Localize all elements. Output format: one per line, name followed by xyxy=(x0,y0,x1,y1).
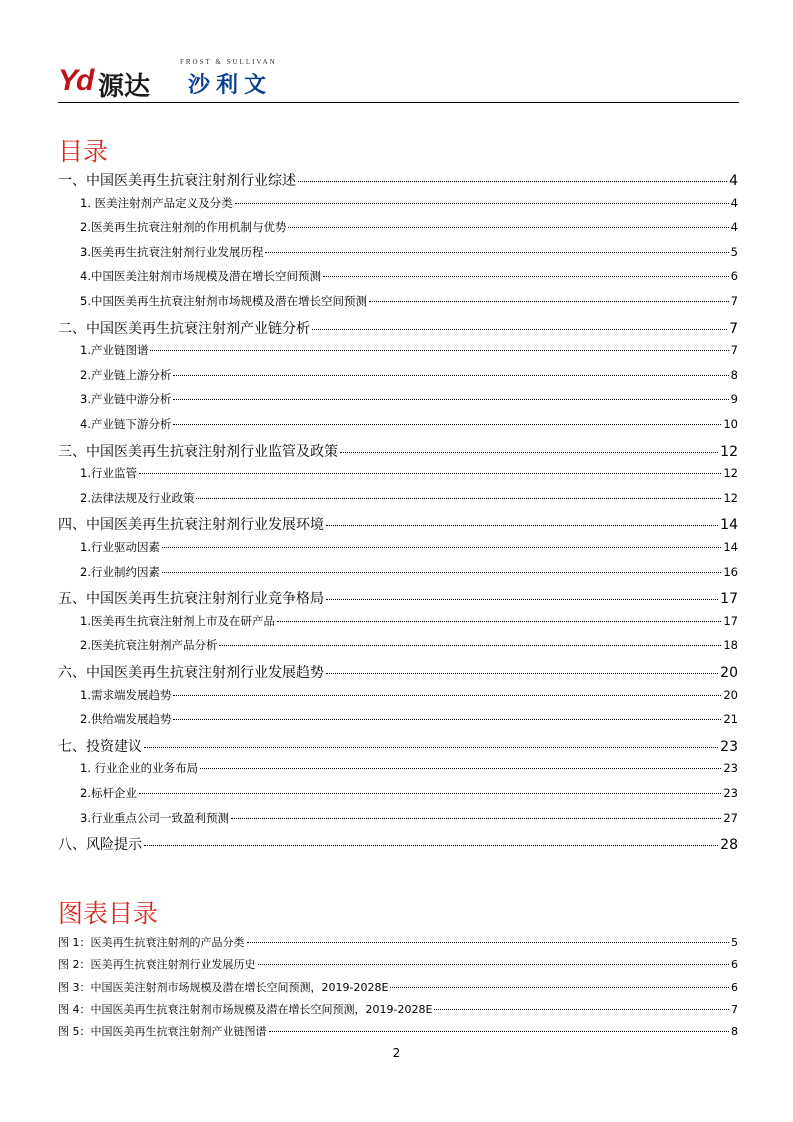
entry-page: 27 xyxy=(723,810,738,825)
entry-page: 7 xyxy=(730,343,738,358)
dot-leader xyxy=(235,203,729,204)
yuanda-logo-text: 源达 xyxy=(98,72,151,102)
entry-title: 三、中国医美再生抗衰注射剂行业监管及政策 xyxy=(58,443,338,460)
toc-chapter-link[interactable] xyxy=(58,834,738,854)
entry-page: 23 xyxy=(723,761,738,776)
toc-section-link[interactable] xyxy=(58,342,738,358)
dot-leader xyxy=(269,1031,730,1032)
entry-title: 五、中国医美再生抗衰注射剂行业竞争格局 xyxy=(58,591,324,608)
entry-page: 4 xyxy=(729,173,738,189)
dot-leader xyxy=(144,845,718,846)
entry-page: 16 xyxy=(723,564,738,579)
entry-page: 17 xyxy=(723,613,738,628)
dot-leader xyxy=(434,1009,729,1010)
entry-title: 1.医美再生抗衰注射剂上市及在研产品 xyxy=(80,613,275,628)
entry-page: 14 xyxy=(720,517,738,534)
toc-chapter-link[interactable] xyxy=(58,588,738,608)
dot-leader xyxy=(340,452,718,453)
toc-chapter-link[interactable] xyxy=(58,318,738,338)
entry-title: 3.产业链中游分析 xyxy=(80,392,172,407)
entry-page: 12 xyxy=(723,490,738,505)
toc-section-link[interactable] xyxy=(58,219,738,235)
dot-leader xyxy=(173,695,721,696)
dot-leader xyxy=(247,942,730,943)
entry-page: 6 xyxy=(730,269,738,284)
dot-leader xyxy=(258,964,730,965)
header-divider xyxy=(58,102,739,103)
dot-leader xyxy=(326,673,718,674)
entry-title: 二、中国医美再生抗衰注射剂产业链分析 xyxy=(58,320,310,337)
entry-title: 2.医美再生抗衰注射剂的作用机制与优势 xyxy=(80,220,287,235)
toc-title: 目录 xyxy=(58,137,109,166)
entry-title: 六、中国医美再生抗衰注射剂行业发展趋势 xyxy=(58,665,324,681)
figure-link[interactable] xyxy=(58,1023,738,1039)
entry-page: 8 xyxy=(730,367,738,382)
toc-section-link[interactable] xyxy=(58,564,738,580)
dot-leader xyxy=(196,498,721,499)
entry-page: 9 xyxy=(730,392,738,407)
entry-title: 3.医美再生抗衰注射剂行业发展历程 xyxy=(80,244,264,259)
toc-section-link[interactable] xyxy=(58,195,738,211)
dot-leader xyxy=(231,818,721,819)
frost-sullivan-logo-en: FROST & SULLIVAN xyxy=(180,58,277,66)
dot-leader xyxy=(150,350,728,351)
toc-section-link[interactable] xyxy=(58,637,738,653)
entry-page: 4 xyxy=(730,195,738,210)
entry-title: 1.产业链图谱 xyxy=(80,343,149,358)
page-number: 2 xyxy=(392,1046,401,1060)
dot-leader xyxy=(298,181,727,182)
toc-chapter-link[interactable] xyxy=(58,441,738,461)
dot-leader xyxy=(144,747,718,748)
toc-section-link[interactable] xyxy=(58,268,738,284)
figure-link[interactable] xyxy=(58,1001,738,1017)
entry-page: 17 xyxy=(720,591,738,608)
entry-title: 图 3：中国医美注射剂市场规模及潜在增长空间预测，2019-2028E xyxy=(58,980,389,994)
toc-section-link[interactable] xyxy=(58,244,738,260)
entry-page: 5 xyxy=(730,244,738,259)
entry-page: 14 xyxy=(723,540,738,554)
toc-chapter-link[interactable] xyxy=(58,514,738,534)
toc-section-link[interactable] xyxy=(58,293,738,309)
dot-leader xyxy=(326,525,718,526)
toc-chapter-link[interactable] xyxy=(58,662,738,682)
entry-title: 4.产业链下游分析 xyxy=(80,417,172,431)
dot-leader xyxy=(390,987,729,988)
dot-leader xyxy=(139,473,721,474)
entry-title: 5.中国医美再生抗衰注射剂市场规模及潜在增长空间预测 xyxy=(80,294,367,308)
entry-title: 1.需求端发展趋势 xyxy=(80,687,172,702)
entry-page: 20 xyxy=(723,687,738,702)
entry-title: 2.标杆企业 xyxy=(80,786,137,800)
dot-leader xyxy=(323,276,729,277)
entry-title: 四、中国医美再生抗衰注射剂行业发展环境 xyxy=(58,517,324,534)
toc-chapter-link[interactable] xyxy=(58,170,738,190)
entry-page: 10 xyxy=(723,417,738,431)
entry-title: 2.供给端发展趋势 xyxy=(80,712,172,727)
entry-page: 6 xyxy=(731,958,738,972)
entry-page: 7 xyxy=(731,1002,738,1016)
entry-title: 2.医美抗衰注射剂产品分析 xyxy=(80,638,218,653)
figures-title: 图表目录 xyxy=(58,899,159,928)
entry-title: 图 2：医美再生抗衰注射剂行业发展历史 xyxy=(58,958,256,972)
entry-page: 12 xyxy=(723,466,738,481)
entry-page: 12 xyxy=(720,443,738,460)
toc-section-link[interactable] xyxy=(58,613,738,629)
toc-chapter-link[interactable] xyxy=(58,736,738,756)
entry-page: 7 xyxy=(729,320,738,337)
entry-title: 一、中国医美再生抗衰注射剂行业综述 xyxy=(58,173,296,189)
entry-title: 图 5：中国医美再生抗衰注射剂产业链图谱 xyxy=(58,1025,267,1039)
dot-leader xyxy=(162,547,721,548)
entry-page: 18 xyxy=(723,638,738,653)
entry-title: 图 1：医美再生抗衰注射剂的产品分类 xyxy=(58,936,245,949)
toc-section-link[interactable] xyxy=(58,391,738,407)
toc-section-link[interactable] xyxy=(58,465,738,481)
figure-link[interactable] xyxy=(58,934,738,950)
entry-page: 28 xyxy=(720,837,738,854)
entry-page: 4 xyxy=(730,220,738,235)
toc-section-link[interactable] xyxy=(58,810,738,826)
entry-page: 20 xyxy=(720,665,738,681)
figure-link[interactable] xyxy=(58,979,738,995)
toc-section-link[interactable] xyxy=(58,785,738,801)
toc-section-link[interactable] xyxy=(58,367,738,383)
entry-title: 1.行业驱动因素 xyxy=(80,540,160,554)
entry-title: 1. 医美注射剂产品定义及分类 xyxy=(80,195,233,210)
yuanda-logo-mark: Yd xyxy=(58,64,93,97)
toc-section-link[interactable] xyxy=(58,687,738,703)
dot-leader xyxy=(369,301,729,302)
entry-title: 3.行业重点公司一致盈利预测 xyxy=(80,810,229,825)
dot-leader xyxy=(219,645,721,646)
entry-page: 6 xyxy=(731,980,738,994)
dot-leader xyxy=(139,793,721,794)
entry-title: 八、风险提示 xyxy=(58,837,142,854)
dot-leader xyxy=(173,399,728,400)
dot-leader xyxy=(173,424,721,425)
entry-page: 5 xyxy=(731,936,738,949)
entry-title: 1. 行业企业的业务布局 xyxy=(80,761,199,776)
dot-leader xyxy=(173,719,721,720)
entry-page: 23 xyxy=(720,738,738,755)
entry-page: 23 xyxy=(723,786,738,800)
dot-leader xyxy=(312,329,727,330)
toc-section-link[interactable] xyxy=(58,760,738,776)
dot-leader xyxy=(265,252,728,253)
entry-title: 4.中国医美注射剂市场规模及潜在增长空间预测 xyxy=(80,269,321,284)
dot-leader xyxy=(162,572,721,573)
toc-section-link[interactable] xyxy=(58,539,738,555)
entry-title: 1.行业监管 xyxy=(80,466,137,481)
toc-section-link[interactable] xyxy=(58,490,738,506)
dot-leader xyxy=(326,599,718,600)
figure-link[interactable] xyxy=(58,956,738,972)
entry-title: 2.产业链上游分析 xyxy=(80,367,172,382)
entry-title: 七、投资建议 xyxy=(58,738,142,755)
dot-leader xyxy=(200,768,721,769)
entry-page: 21 xyxy=(723,712,738,727)
entry-title: 图 4：中国医美再生抗衰注射剂市场规模及潜在增长空间预测，2019-2028E xyxy=(58,1002,433,1016)
entry-title: 2.行业制约因素 xyxy=(80,564,160,579)
entry-title: 2.法律法规及行业政策 xyxy=(80,490,195,505)
page-header xyxy=(58,58,738,102)
entry-page: 8 xyxy=(731,1025,738,1039)
dot-leader xyxy=(277,621,721,622)
frost-sullivan-logo-cn: 沙利文 xyxy=(188,73,273,98)
toc-section-link[interactable] xyxy=(58,416,738,432)
toc-section-link[interactable] xyxy=(58,711,738,727)
entry-page: 7 xyxy=(730,294,738,308)
dot-leader xyxy=(288,227,728,228)
dot-leader xyxy=(173,375,728,376)
